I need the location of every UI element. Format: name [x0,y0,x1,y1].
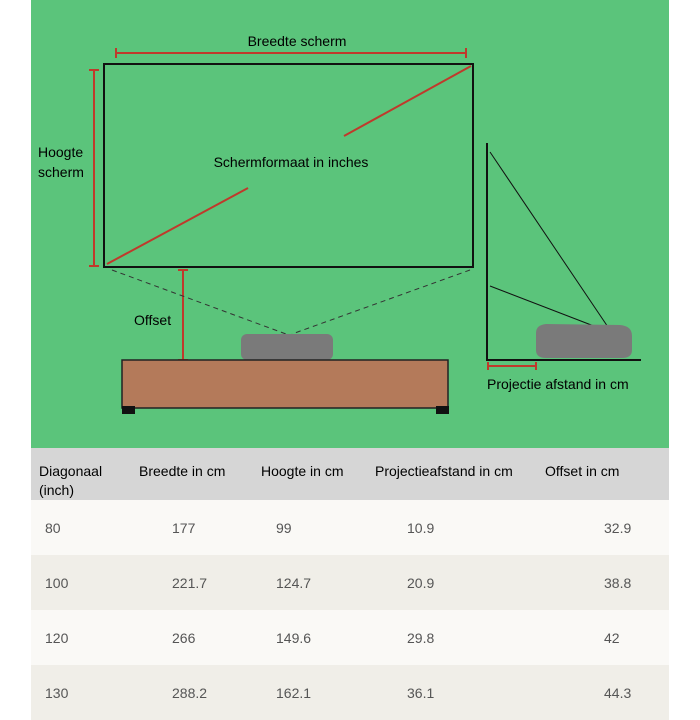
cell-height: 124.7 [253,555,367,610]
height-label-line2: scherm [38,164,84,180]
cell-diagonal: 100 [31,555,131,610]
screen-size-label: Schermformaat in inches [213,154,369,170]
table-row [31,665,669,720]
header-diagonal: Diagonaal (inch) [31,448,131,500]
cell-throw-distance: 20.9 [367,555,537,610]
header-offset: Offset in cm [537,448,669,500]
cell-throw-distance: 36.1 [367,665,537,720]
table-header-row [31,448,669,500]
header-height: Hoogte in cm [253,448,367,500]
offset-label: Offset [134,312,172,328]
cabinet-foot-right [436,406,449,414]
cell-throw-distance: 29.8 [367,610,537,665]
cell-offset: 42 [537,610,669,665]
cell-width: 177 [131,500,253,555]
specs-table [31,448,669,720]
tv-cabinet [122,360,448,408]
cell-offset: 32.9 [537,500,669,555]
cell-width: 221.7 [131,555,253,610]
cell-offset: 38.8 [537,555,669,610]
throw-distance-label: Projectie afstand in cm [487,376,629,392]
cell-diagonal: 130 [31,665,131,720]
cell-height: 149.6 [253,610,367,665]
cell-height: 162.1 [253,665,367,720]
cell-throw-distance: 10.9 [367,500,537,555]
header-width: Breedte in cm [131,448,253,500]
projector-side [536,324,632,358]
cell-width: 266 [131,610,253,665]
projector-front [241,334,333,360]
header-throw-distance: Projectieafstand in cm [367,448,537,500]
cell-diagonal: 120 [31,610,131,665]
width-label: Breedte scherm [247,33,347,49]
cell-offset: 44.3 [537,665,669,720]
cabinet-foot-left [122,406,135,414]
table-row [31,610,669,665]
table-row [31,500,669,555]
cell-diagonal: 80 [31,500,131,555]
table-row [31,555,669,610]
height-label-line1: Hoogte [38,144,84,160]
cell-width: 288.2 [131,665,253,720]
cell-height: 99 [253,500,367,555]
